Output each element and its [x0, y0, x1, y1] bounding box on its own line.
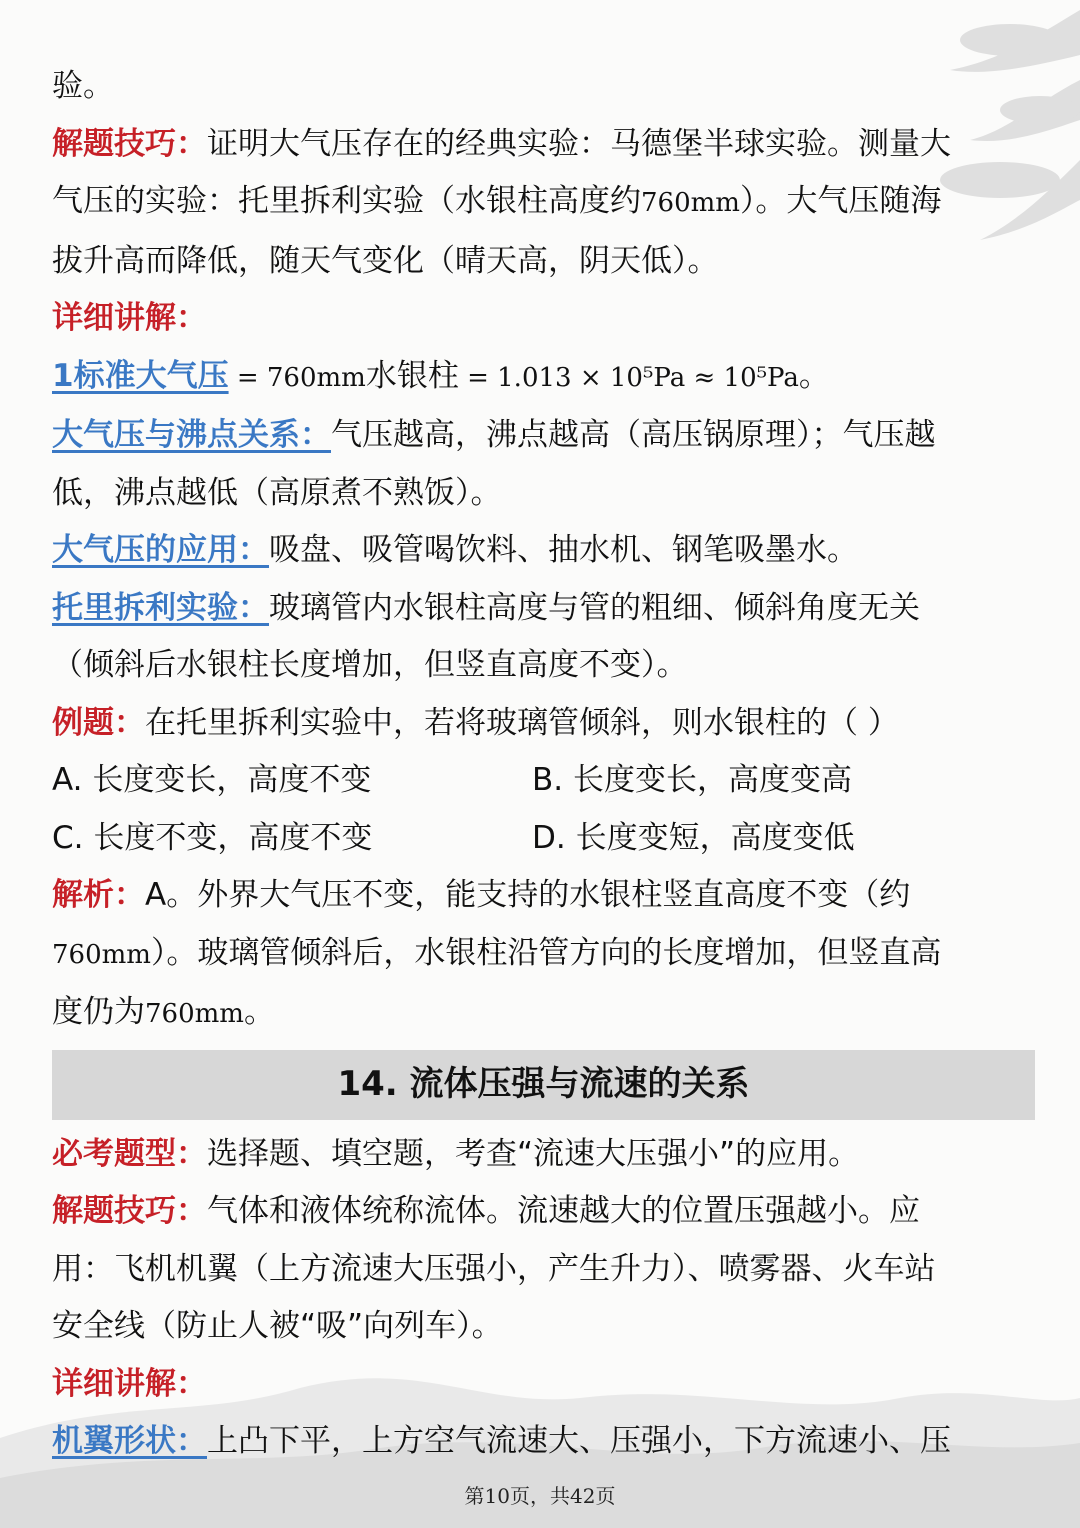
example-label: 例题： — [52, 704, 145, 741]
option-a: A. 长度变长，高度不变 — [52, 762, 372, 798]
wing-shape-label: 机翼形状： — [52, 1423, 207, 1459]
option-d: D. 长度变短，高度变低 — [532, 819, 855, 856]
text-line: 度仍为760mm。 — [52, 994, 275, 1030]
text-line: 拔升高而降低，随天气变化（晴天高，阴天低）。 — [52, 242, 719, 279]
tips-paragraph: 解题技巧：气体和液体统称流体。流速越大的位置压强越小。应 — [52, 1193, 920, 1229]
answer-options-row — [52, 810, 1032, 868]
example-question: 例题：在托里拆利实验中，若将玻璃管倾斜，则水银柱的（ ） — [52, 704, 899, 741]
boiling-point-line: 大气压与沸点关系：气压越高，沸点越高（高压锅原理）；气压越 — [52, 417, 936, 453]
text-line: 气压的实验：托里拆利实验（水银柱高度约760mm）。大气压随海 — [52, 183, 942, 219]
torricelli-line: 托里拆利实验：玻璃管内水银柱高度与管的粗细、倾斜角度无关 — [52, 589, 920, 626]
page-content — [52, 58, 1032, 1471]
detail-heading: 详细讲解： — [52, 1365, 207, 1402]
answer-options-row — [52, 752, 1032, 810]
text-line: 安全线（防止人被“吸”向列车）。 — [52, 1308, 503, 1344]
tips-label: 解题技巧： — [52, 1193, 207, 1229]
text-line: 用：飞机机翼（上方流速大压强小，产生升力）、喷雾器、火车站 — [52, 1250, 936, 1287]
torricelli-label: 托里拆利实验： — [52, 589, 269, 626]
text-line: 验。 — [52, 68, 114, 104]
application-label: 大气压的应用： — [52, 532, 269, 568]
text-line: 低，沸点越低（高原煮不熟饭）。 — [52, 474, 502, 511]
tips-label: 解题技巧： — [52, 125, 207, 162]
option-c: C. 长度不变，高度不变 — [52, 819, 373, 856]
must-test-line: 必考题型：选择题、填空题，考查“流速大压强小”的应用。 — [52, 1135, 860, 1172]
tips-paragraph: 解题技巧：证明大气压存在的经典实验：马德堡半球实验。测量大 — [52, 125, 951, 162]
application-line: 大气压的应用：吸盘、吸管喝饮料、抽水机、钢笔吸墨水。 — [52, 532, 858, 568]
must-test-label: 必考题型： — [52, 1135, 207, 1172]
page-number: 第10页，共42页 — [464, 1484, 616, 1508]
wing-shape-line: 机翼形状：上凸下平，上方空气流速大、压强小，下方流速小、压 — [52, 1423, 951, 1459]
analysis-label: 解析： — [52, 877, 145, 913]
standard-pressure-label: 1标准大气压 — [52, 357, 229, 394]
detail-heading: 详细讲解： — [52, 300, 207, 336]
boiling-point-label: 大气压与沸点关系： — [52, 417, 331, 453]
text-line: （倾斜后水银柱长度增加，但竖直高度不变）。 — [52, 647, 688, 683]
text-line: 760mm）。玻璃管倾斜后，水银柱沿管方向的长度增加，但竖直高 — [52, 934, 942, 971]
section-title: 14. 流体压强与流速的关系 — [52, 1050, 1035, 1120]
standard-pressure-line: 1标准大气压 = 760mm水银柱 = 1.013 × 10⁵Pa ≈ 10⁵Pa。 — [52, 357, 830, 394]
analysis-line: 解析：A。外界大气压不变，能支持的水银柱竖直高度不变（约 — [52, 877, 911, 913]
option-b: B. 长度变长，高度变高 — [532, 762, 852, 798]
